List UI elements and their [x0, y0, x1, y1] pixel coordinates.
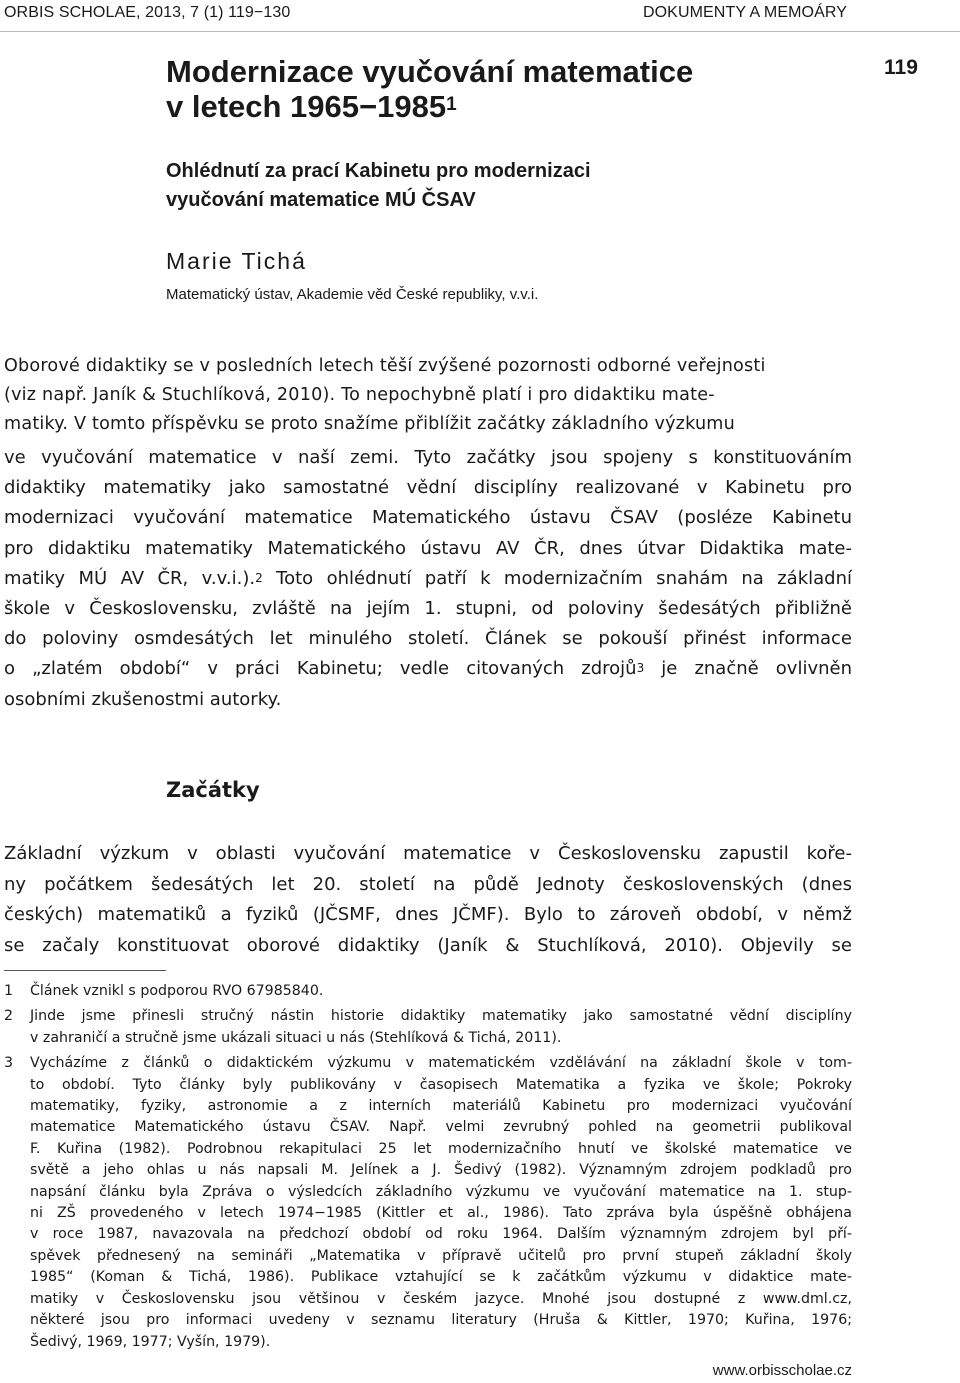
intro-line-5a: matiky MÚ AV ČR, v.v.i.).	[4, 567, 256, 589]
footnote-line: Článek vznikl s podporou RVO 67985840.	[30, 983, 324, 999]
footnote-line: F. Kuřina (1982). Podrobnou rekapitulaci 25 let modernizačního hnutí ve školské matematice ve	[30, 1140, 852, 1157]
footnote-line: matematice Matematického ústavu ČSAV. Např. velmi zevrubný pohled na geometrii publikoval	[30, 1119, 852, 1136]
footnote-line: to období. Tyto články byly publikovány v časopisech Matematika a fyzika ve škole; Pokroky	[30, 1076, 852, 1093]
title-line-2	[166, 89, 693, 124]
footnote-line: 1985“ (Koman & Tichá, 1986). Publikace vztahující se k začátkům výzkumu v didaktice mate-	[30, 1269, 852, 1286]
intro-line: modernizaci vyučování matematice Matematického ústavu ČSAV (posléze Kabinetu	[4, 507, 852, 529]
article-subtitle	[166, 157, 591, 215]
section-header: DOKUMENTY A MEMOÁRY	[642, 4, 847, 21]
footnote-1	[4, 981, 852, 1002]
footnote-number: 3	[4, 1055, 14, 1072]
header-divider	[0, 31, 960, 32]
footnote-number: 2	[4, 1008, 14, 1025]
intro-line: osobními zkušenostmi autorky.	[4, 688, 282, 710]
intro-line-8a: o „zlatém období“ v práci Kabinetu; vedle citovaných zdrojů	[4, 658, 637, 680]
section-heading: Začátky	[166, 778, 260, 802]
footnote-line: Šedivý, 1969, 1977; Vyšín, 1979).	[30, 1333, 271, 1350]
author-affiliation: Matematický ústav, Akademie věd České republiky, v.v.i.	[166, 286, 539, 303]
abstract-line: Oborové didaktiky se v posledních letech těší zvýšené pozornosti odborné veřejnosti	[4, 356, 766, 376]
footnote-line: matiky v Československu jsou většinou v českém jazyce. Mnohé jsou dostupné z www.dml.cz,	[30, 1290, 852, 1307]
intro-line: pro didaktiku matematiky Matematického ústavu AV ČR, dnes útvar Didaktika mate-	[4, 537, 852, 559]
subtitle-line-1: Ohlédnutí za prací Kabinetu pro modernizaci	[166, 160, 591, 182]
footnote-line: Jinde jsme přinesli stručný nástin historie didaktiky matematiky jako samostatné vědní disciplíny	[30, 1008, 852, 1025]
intro-line	[4, 564, 852, 594]
footnotes	[4, 981, 852, 1357]
intro-line: didaktiky matematiky jako samostatné vědní disciplíny realizované v Kabinetu pro	[4, 477, 852, 499]
title-line-2-text: v letech 1965−1985	[166, 89, 447, 124]
abstract-line: (viz např. Janík & Stuchlíková, 2010). To nepochybně platí i pro didaktiku mate-	[4, 385, 715, 406]
intro-line-8b: je značně ovlivněn	[644, 658, 852, 680]
author-name: Marie Tichá	[166, 248, 307, 274]
intro-line	[4, 654, 852, 684]
article-title	[166, 54, 693, 124]
footnote-line: Vycházíme z článků o didaktickém výzkumu v matematickém vzdělávání na základní škole v tom-	[30, 1055, 852, 1072]
abstract	[4, 352, 852, 440]
section-paragraph	[4, 839, 852, 961]
subtitle-line-2: vyučování matematice MÚ ČSAV	[166, 189, 476, 211]
intro-line: do poloviny osmdesátých let minulého století. Článek se pokouší přinést informace	[4, 628, 852, 650]
intro-line	[4, 443, 852, 473]
footnote-number: 1	[4, 983, 14, 999]
footnote-line: matematiky, fyziky, astronomie a z interních materiálů Kabinetu pro modernizaci vyučování	[30, 1098, 852, 1115]
section-line: českých) matematiků a fyziků (JČSMF, dnes JČMF). Bylo to zároveň období, v němž	[4, 904, 852, 925]
footnote-ref-3: 3	[636, 661, 645, 676]
footnote-line: ni ZŠ provedeného v letech 1974−1985 (Kittler et al., 1986). Tato zpráva byla úspěšně obhájena	[30, 1205, 852, 1222]
journal-header: ORBIS SCHOLAE, 2013, 7 (1) 119−130	[4, 4, 291, 21]
section-line: se začaly konstituovat oborové didaktiky (Janík & Stuchlíková, 2010). Objevily se	[4, 934, 852, 956]
footnote-line: napsání článku byla Zpráva o výsledcích základního výzkumu ve vyučování matematice na 1. stup-	[30, 1183, 852, 1200]
intro-line-5b: Toto ohlédnutí patří k modernizačním snahám na základní	[262, 567, 852, 589]
footnote-line: některé jsou pro informaci uvedeny v seznamu literatury (Hruša & Kittler, 1970; Kuřina, 1976;	[30, 1312, 852, 1329]
title-line-1: Modernizace vyučování matematice	[166, 54, 694, 89]
footer-website-link[interactable]: www.orbisscholae.cz	[712, 1362, 852, 1379]
footnote-ref-2: 2	[255, 570, 263, 585]
title-footnote-ref: 1	[446, 94, 457, 115]
footnote-3	[4, 1053, 852, 1353]
section-line: Základní výzkum v oblasti vyučování matematice v Československu zapustil koře-	[4, 843, 852, 864]
page-number: 119	[884, 56, 918, 79]
section-line: ny počátkem šedesátých let 20. století na půdě Jednoty československých (dnes	[4, 873, 852, 895]
footnote-line: v roce 1987, navazovala na předchozí období od roku 1964. Dalším významným zdrojem byl pří-	[30, 1226, 852, 1243]
footnote-line: v zahraničí a stručně jsme ukázali situaci u nás (Stehlíková & Tichá, 2011).	[30, 1029, 562, 1046]
footnote-line: světě a jeho ohlas u nás napsali M. Jelínek a J. Šedivý (1982). Významným zdrojem podkladů pro	[30, 1162, 852, 1179]
intro-line-1: Tyto začátky jsou spojeny s konstituováním	[414, 447, 853, 468]
footnote-2	[4, 1006, 852, 1049]
abstract-last-line: ve vyučování matematice v naší zemi.	[4, 447, 399, 468]
footnote-line: spěvek přednesený na semináři „Matematika v přípravě učitelů pro první stupeň základní školy	[30, 1247, 852, 1264]
intro-line: škole v Československu, zvláště na jejím 1. stupni, od poloviny šedesátých přibližně	[4, 598, 852, 620]
footnote-divider	[4, 970, 166, 971]
abstract-line: matiky. V tomto příspěvku se proto snažíme přiblížit začátky základního výzkumu	[4, 414, 735, 435]
intro-paragraph	[4, 443, 852, 715]
